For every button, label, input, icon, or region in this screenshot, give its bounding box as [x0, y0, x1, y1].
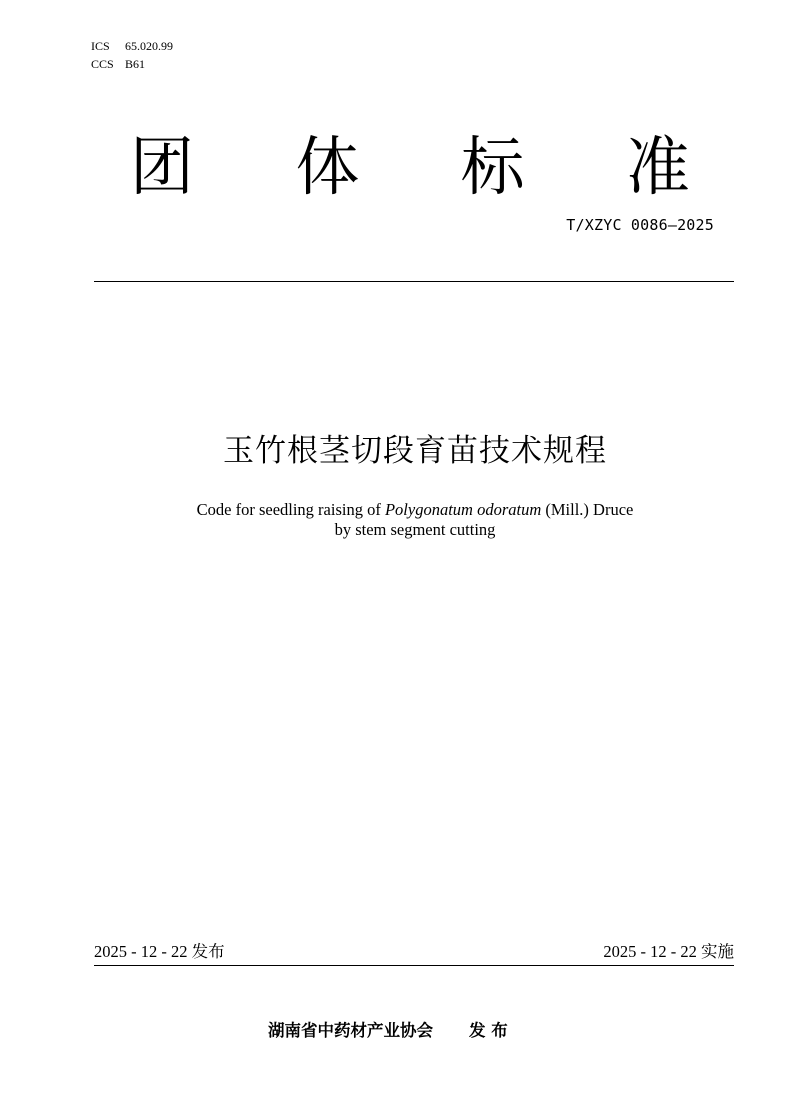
- title-en-suffix: (Mill.) Druce: [541, 500, 634, 519]
- standard-code: T/XZYC 0086—2025: [566, 216, 714, 234]
- ccs-label: CCS: [91, 57, 114, 71]
- title-en-line-2: by stem segment cutting: [334, 520, 496, 539]
- top-divider: [94, 281, 734, 282]
- implementation-date: [603, 942, 734, 962]
- ics-label: ICS: [91, 39, 110, 53]
- standard-type-char: 准: [625, 131, 690, 205]
- title-en-species: Polygonatum odoratum: [384, 500, 542, 519]
- ccs-value: B61: [125, 57, 146, 71]
- ics-value: 65.020.99: [125, 39, 173, 53]
- document-title-zh: 玉竹根茎切段育苗技术规程: [223, 433, 607, 469]
- standard-type-char: 团: [130, 131, 194, 205]
- publisher-action: 发 布: [469, 1021, 508, 1040]
- standard-type-heading: [130, 128, 690, 208]
- standard-type-char: 体: [295, 131, 360, 205]
- issue-date-label: 发布: [191, 942, 225, 961]
- title-en-line-1: [0, 500, 790, 520]
- title-en-prefix: Code for seedling raising of: [196, 500, 385, 519]
- implementation-date-value: 2025 - 12 - 22: [603, 942, 697, 961]
- implementation-date-label: 实施: [701, 942, 734, 961]
- issue-date-value: 2025 - 12 - 22: [94, 942, 188, 961]
- standard-type-char: 标: [460, 131, 525, 205]
- issue-date: [94, 942, 225, 962]
- ccs-code: [91, 56, 145, 72]
- publisher-name: 湖南省中药材产业协会: [268, 1021, 433, 1040]
- bottom-divider: [94, 965, 734, 966]
- document-title-en: [0, 500, 790, 540]
- publisher: [268, 1020, 508, 1042]
- ics-code: [91, 38, 173, 54]
